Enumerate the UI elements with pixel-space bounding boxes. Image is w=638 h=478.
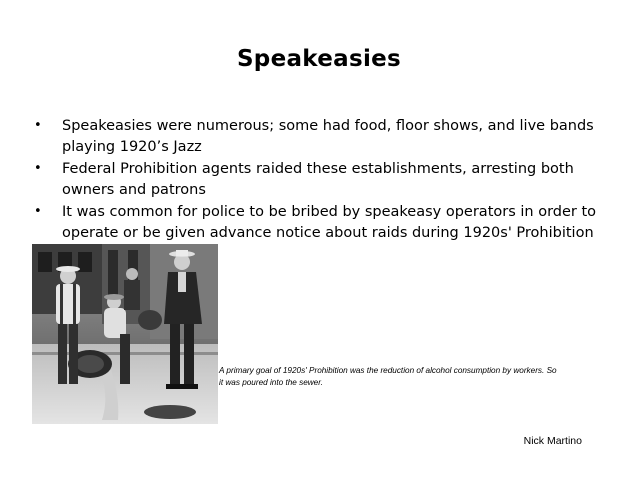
bullet-marker: • <box>34 118 42 133</box>
bullet-item <box>34 116 614 157</box>
bullet-item <box>34 159 614 200</box>
bullet-text: Speakeasies were numerous; some had food, floor shows, and live bands playing 1920’s Jazz <box>62 118 594 155</box>
photo-caption: A primary goal of 1920s' Prohibition was the reduction of alcohol consumption by workers. So it was poured into the sewer. <box>219 366 557 387</box>
bullet-item <box>34 202 614 243</box>
bullet-text: Federal Prohibition agents raided these establishments, arresting both owners and patrons <box>62 161 574 198</box>
bullet-text: It was common for police to be bribed by speakeasy operators in order to operate or be given advance notice about raids during 1920s' Prohibition <box>62 204 597 241</box>
bullet-marker: • <box>34 161 42 176</box>
bullet-marker: • <box>34 204 42 219</box>
bullet-list <box>34 116 614 245</box>
prohibition-photo <box>32 244 218 424</box>
author-name: Nick Martino <box>523 435 582 447</box>
slide-title: Speakeasies <box>236 46 402 72</box>
